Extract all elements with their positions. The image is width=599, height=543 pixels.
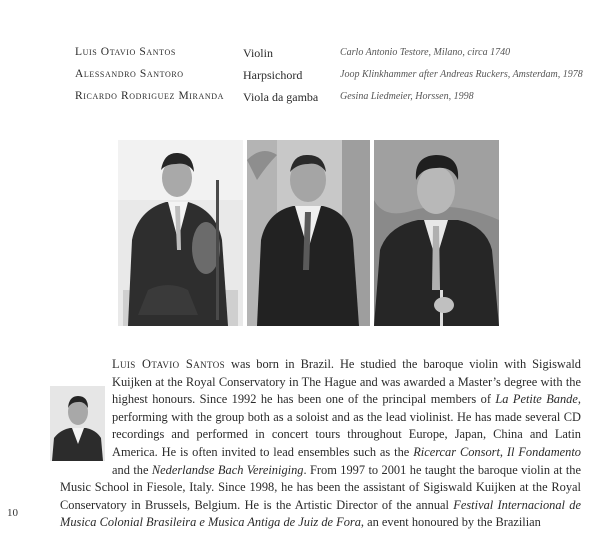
roster-row [75, 90, 585, 112]
gambist-photo [374, 140, 499, 326]
instrument-source: Joop Klinkhammer after Andreas Ruckers, Amsterdam, 1978 [340, 69, 583, 80]
roster-row [75, 68, 585, 90]
bio-text: , [499, 444, 507, 459]
musician-name: Luis Otavio Santos [75, 46, 176, 58]
page-number: 10 [7, 507, 18, 519]
musician-instrument: Viola da gamba [243, 90, 319, 104]
harpsichordist-photo [247, 140, 370, 326]
ensemble-name: Nederlandse Bach Vereiniging [151, 462, 304, 477]
biography-text [60, 356, 581, 532]
instrument-source: Gesina Liedmeier, Horssen, 1998 [340, 91, 474, 102]
musician-name: Alessandro Santoro [75, 68, 184, 80]
musician-roster [75, 46, 585, 112]
bio-text: , performing with the group both as a soloist and as the lead violinist. He has made several CD recordings and performed in concert tours throughout Europe, Japan, China and Latin America. He is often invited to lead ensembles such as the [112, 392, 581, 459]
ensemble-name: Il Fondamento [506, 444, 581, 459]
bio-text: . From 1997 to 2001 he taught the baroque violin at the Music School in Fiesole, Italy. Since 1998, he has been the assistant of Sigiswald Kuijken at the Royal Conservatory in Brussels, Belgium. He is the Artistic Director of the annual [60, 462, 581, 512]
musician-instrument: Harpsichord [243, 68, 303, 82]
bio-text: , an event honoured by the Brazilian [360, 515, 541, 530]
bio-text: and the [112, 462, 152, 477]
festival-name: Festival Internacional de Musica Colonial Brasileira e Musica Antiga de Juiz de Fora [60, 497, 582, 530]
ensemble-name: Ricercar Consort [413, 444, 500, 459]
violinist-photo [118, 140, 243, 326]
ensemble-name: La Petite Bande [495, 392, 578, 407]
bio-name: Luis Otavio Santos [112, 357, 226, 371]
musician-instrument: Violin [243, 46, 273, 60]
musician-name: Ricardo Rodriguez Miranda [75, 90, 224, 102]
roster-row [75, 46, 585, 68]
bio-text: was born in Brazil. He studied the baroque violin with Sigiswald Kuijken at the Royal Conservatory in The Hague and was awarded a Master’s degree with the highest honours. Since 1992 he has been one of the principal members of [112, 357, 582, 407]
instrument-source: Carlo Antonio Testore, Milano, circa 1740 [340, 47, 511, 58]
